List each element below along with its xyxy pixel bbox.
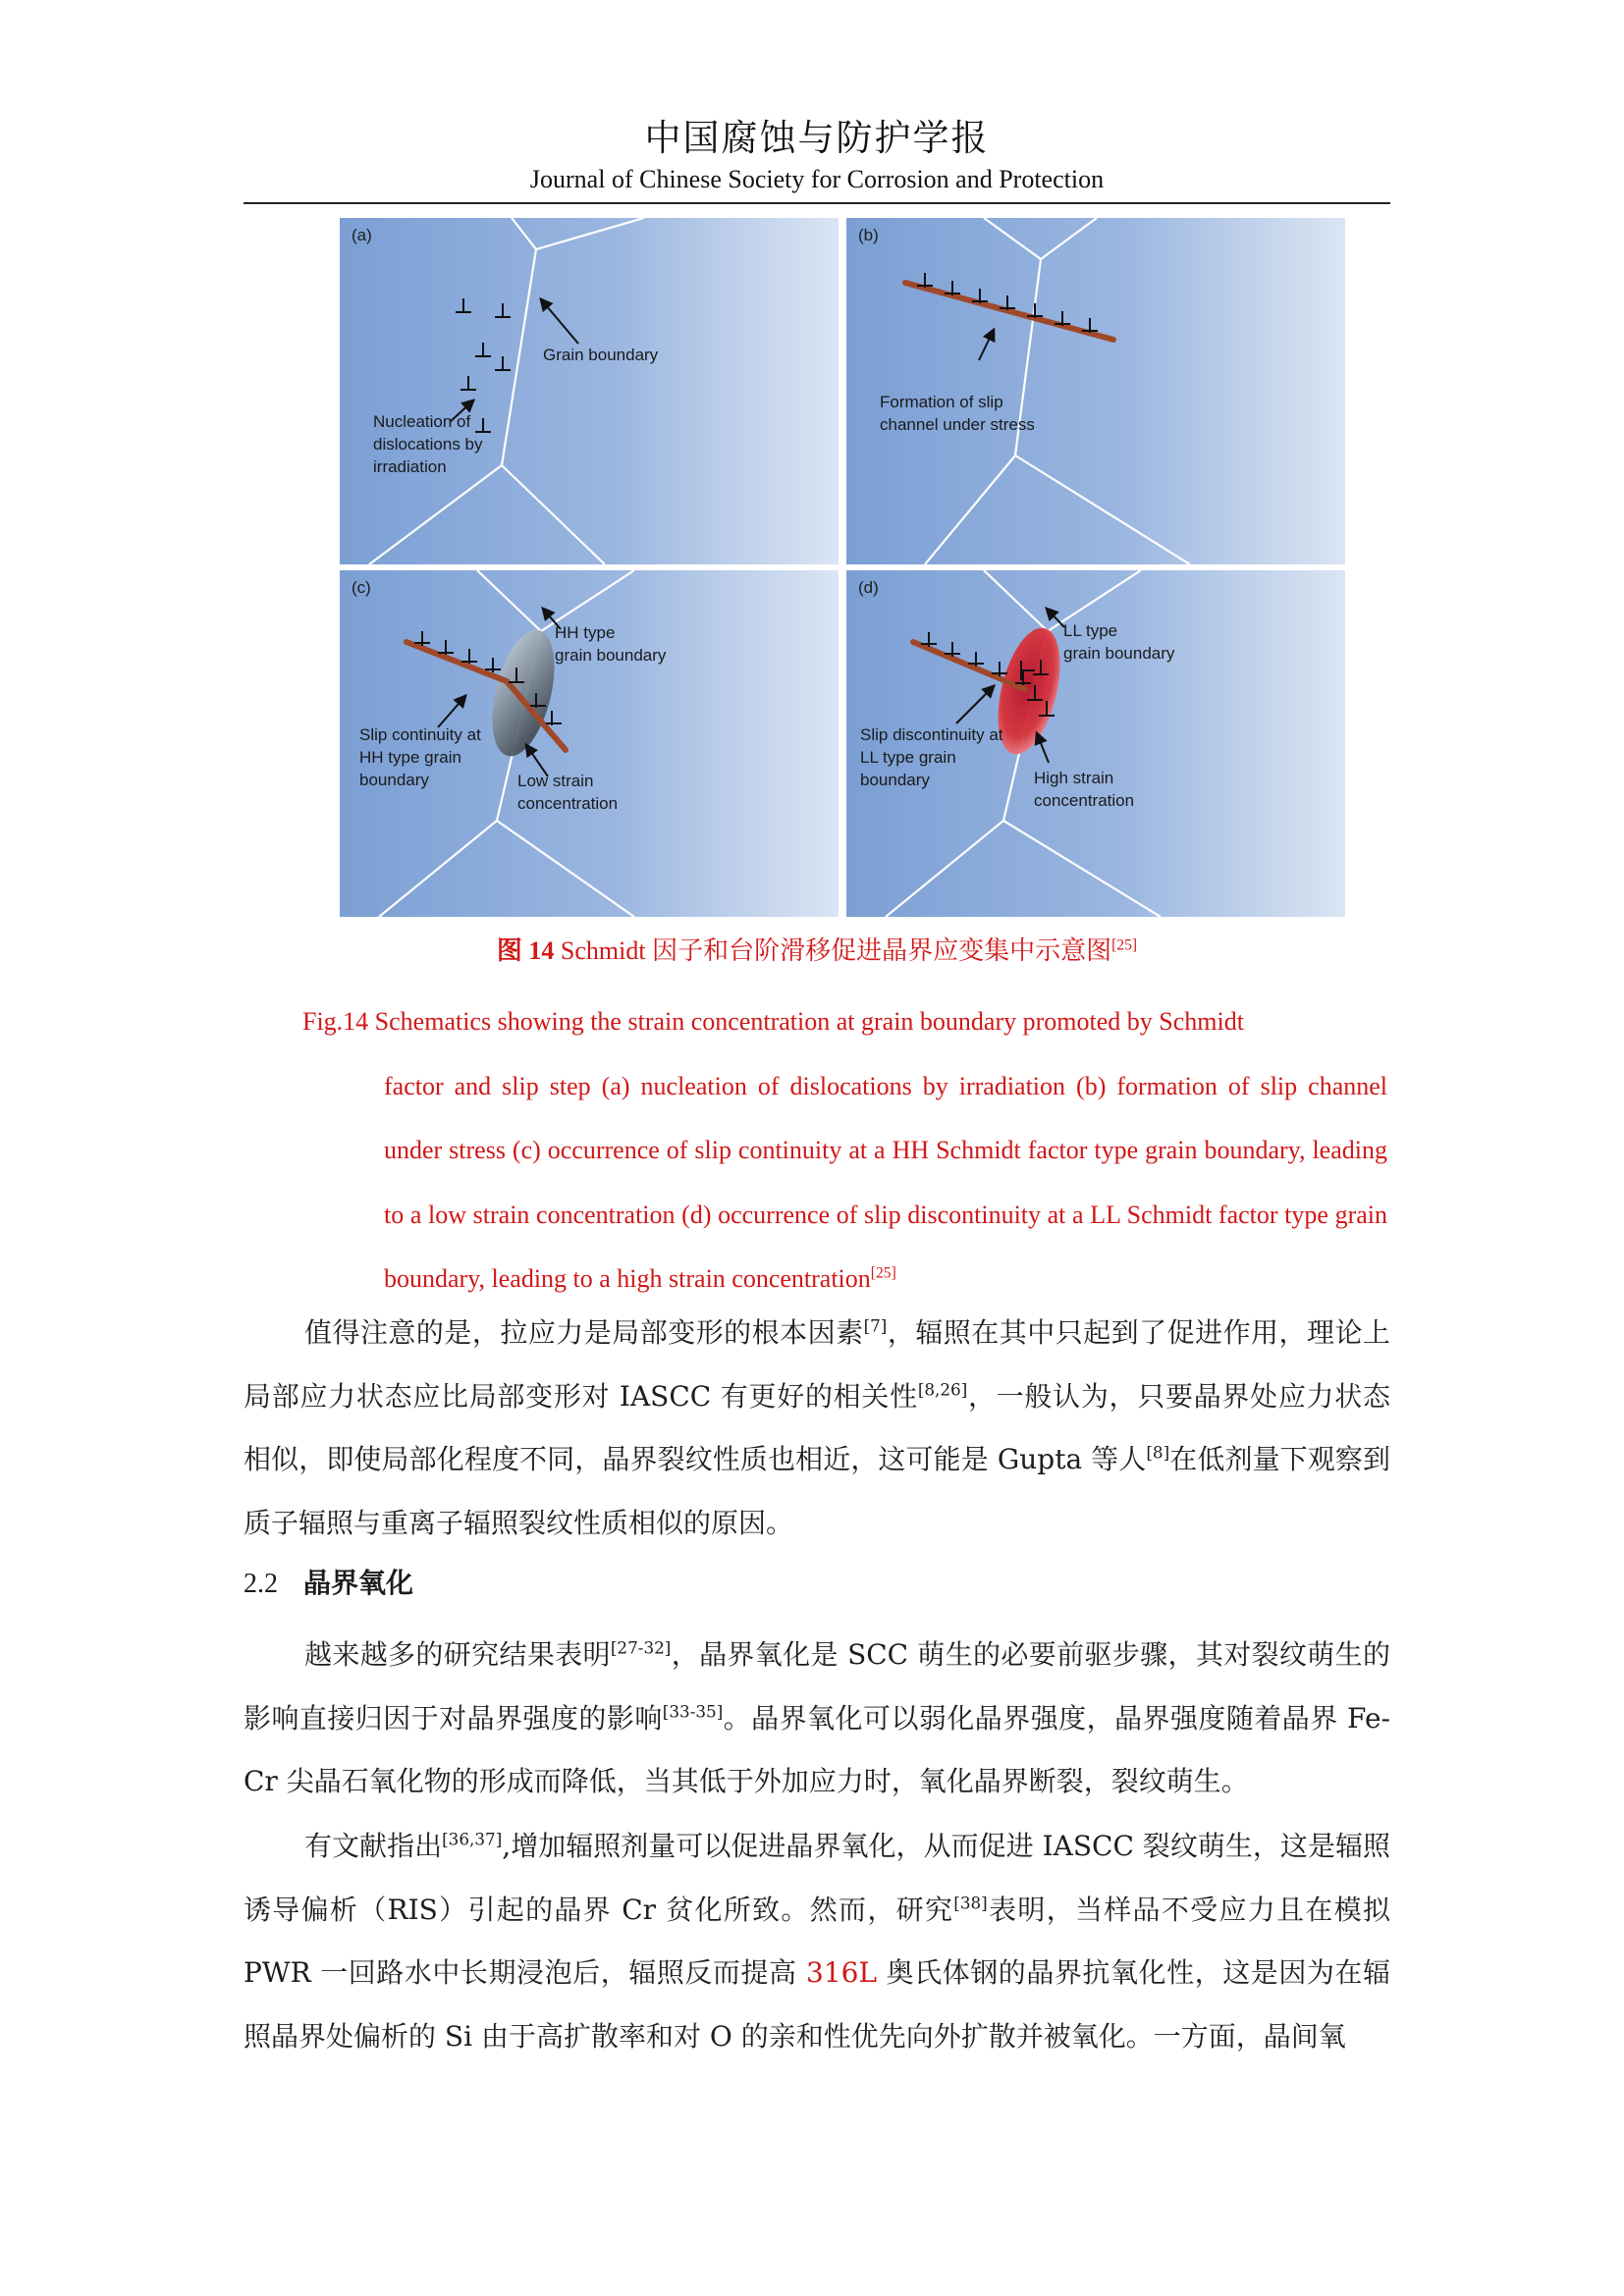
paragraph-1: 值得注意的是，拉应力是局部变形的根本因素[7]，辐照在其中只起到了促进作用，理论上局部应力状态应比局部变形对 IASCC 有更好的相关性[8,26]，一般认为，只要晶界处应力状态相似，即使局部化程度不同，晶界裂纹性质也相近，这可能是 Gupta 等人[8]在低剂量下观察到质子辐照与重离子辐照裂纹性质相似的原因。 (244, 1315, 1390, 1539)
annotation-formation-slip: Formation of slip channel under stress (880, 393, 1035, 434)
annotation-slip-continuity: Slip continuity at HH type grain boundary (359, 725, 481, 789)
figure-caption-cn: 图 14 Schmidt 因子和台阶滑移促进晶界应变集中示意图[25] (496, 936, 1138, 965)
journal-header (244, 114, 1390, 196)
header-rule (244, 202, 1390, 204)
annotation-high-strain: High strain concentration (1034, 769, 1135, 810)
paragraph-3: 有文献指出[36,37],增加辐照剂量可以促进晶界氧化，从而促进 IASCC 裂纹萌生，这是辐照诱导偏析（RIS）引起的晶界 Cr 贫化所致。然而，研究[38]表明，当样品不受应力且在模拟 PWR 一回路水中长期浸泡后，辐照反而提高 316L 奥氏体钢的晶界抗氧化性，这是因为在辐照晶界处偏析的 Si 由于高扩散率和对 O 的亲和性优先向外扩散并被氧化。一方面，晶间氧 (244, 1829, 1390, 2053)
section-title: 晶界氧化 (303, 1567, 414, 1599)
figure-14 (340, 218, 1345, 917)
figure-caption-en: Fig.14 Schematics showing the strain concentration at grain boundary promoted by Schmidt factor and slip step (a) nucleation of dislocations by irradiation (b) formation of slip channel under stress (c) occurrence of slip continuity at a HH Schmidt factor type grain boundary, leading to a low strain concentration (d) occurrence of slip discontinuity at a LL Schmidt factor type grain boundary, leading to a high strain concentration[25] (302, 1007, 1387, 1293)
journal-title-en: Journal of Chinese Society for Corrosion and Protection (529, 165, 1105, 193)
annotation-low-strain: Low strain concentration (517, 772, 619, 813)
panel-c (340, 570, 839, 917)
panel-d-label: (d) (858, 578, 879, 597)
annotation-ll-type: LL type grain boundary (1063, 621, 1175, 663)
section-heading (244, 1559, 413, 1609)
highlighted-316L: 316L (806, 1956, 878, 1989)
annotation-hh-type: HH type grain boundary (555, 623, 667, 665)
annotation-slip-discontinuity: Slip discontinuity at LL type grain boundary (860, 725, 1003, 789)
journal-title-cn: 中国腐蚀与防护学报 (644, 117, 990, 159)
paragraph-2: 越来越多的研究结果表明[27-32]，晶界氧化是 SCC 萌生的必要前驱步骤，其对裂纹萌生的影响直接归因于对晶界强度的影响[33-35]。晶界氧化可以弱化晶界强度，晶界强度随着晶界 Fe-Cr 尖晶石氧化物的形成而降低，当其低于外加应力时，氧化晶界断裂，裂纹萌生。 (244, 1637, 1390, 1797)
panel-a-drawing (340, 218, 839, 564)
annotation-grain-boundary: Grain boundary (543, 346, 659, 364)
panel-d (846, 570, 1345, 917)
panel-c-label: (c) (352, 578, 371, 597)
panel-b-label: (b) (858, 226, 879, 244)
panel-b (846, 218, 1345, 564)
panel-a (340, 218, 839, 564)
panel-a-label: (a) (352, 226, 372, 244)
section-number: 2.2 (244, 1569, 278, 1599)
annotation-nucleation: Nucleation of dislocations by irradiation (373, 412, 483, 476)
